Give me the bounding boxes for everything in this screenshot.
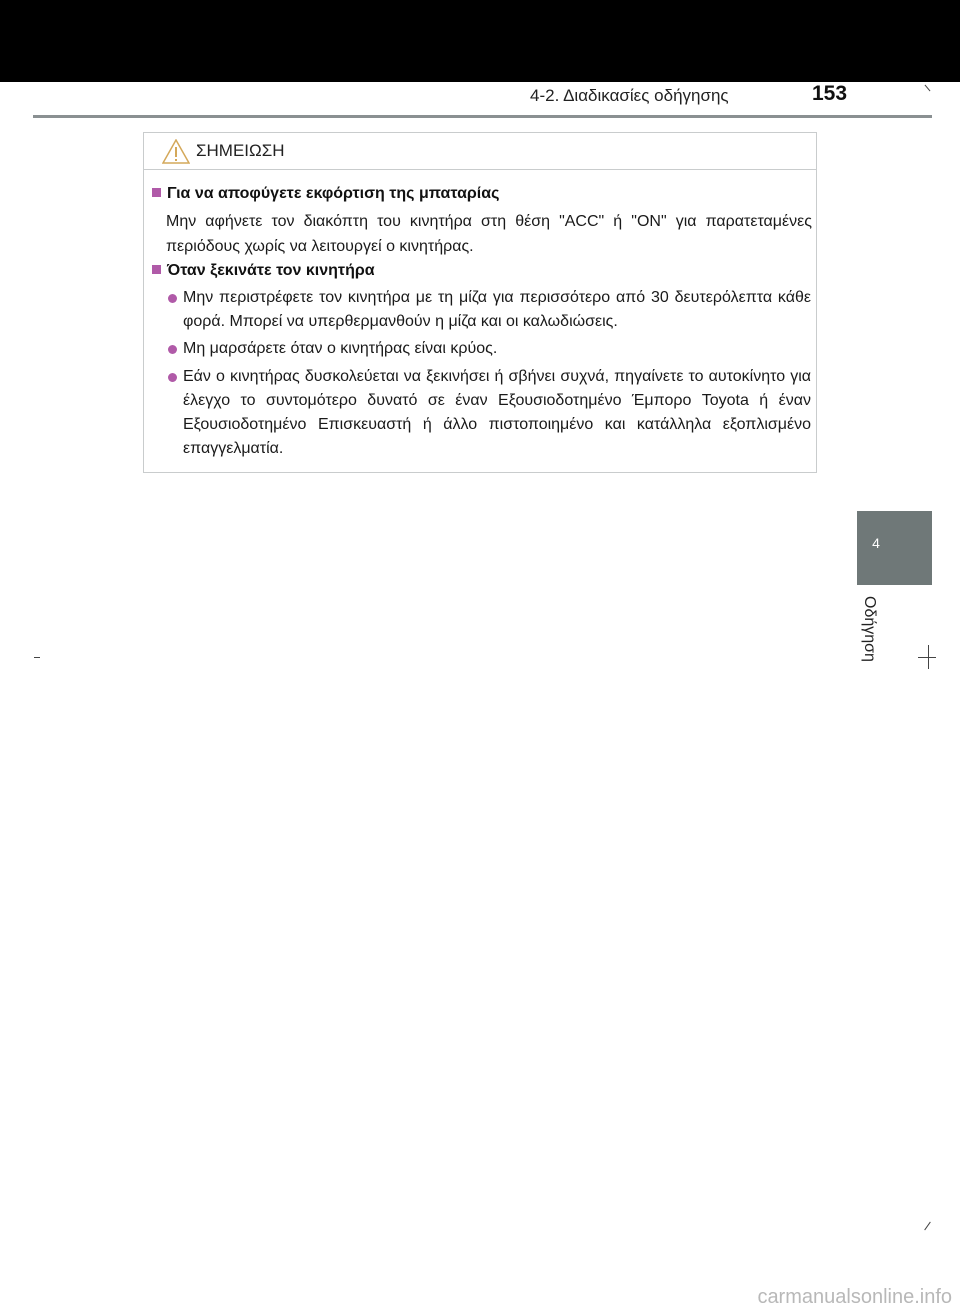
round-bullet-icon — [168, 345, 177, 354]
note-box — [143, 132, 817, 473]
section-heading-engine-start — [152, 262, 375, 280]
chapter-tab — [857, 511, 932, 585]
chapter-label: Οδήγηση — [861, 596, 878, 662]
section-heading-text: Όταν ξεκινάτε τον κινητήρα — [167, 262, 375, 279]
section-title: 4-2. Διαδικασίες οδήγησης — [530, 86, 729, 105]
page-number: 153 — [812, 82, 848, 105]
crop-mark — [924, 1222, 931, 1231]
crop-mark — [928, 645, 929, 669]
chapter-number: 4 — [872, 535, 880, 551]
section-heading-text: Για να αποφύγετε εκφόρτιση της μπαταρίας — [167, 185, 500, 202]
square-bullet-icon — [152, 265, 161, 274]
top-band — [0, 0, 960, 82]
note-title: ΣΗΜΕΙΩΣΗ — [196, 141, 285, 160]
round-bullet-icon — [168, 294, 177, 303]
crop-mark — [34, 657, 40, 658]
bullet-item: Μη μαρσάρετε όταν ο κινητήρας είναι κρύος. — [183, 340, 498, 357]
bullet-item: Εάν ο κινητήρας δυσκολεύεται να ξεκινήσει ή σβήνει συχνά, πηγαίνετε το αυτοκίνητο για έλεγχο το συντομότερο δυνατό σε έναν Εξουσιοδοτημένο Έμπορο Toyota ή έναν Εξουσιοδοτημένο Επισκευαστή ή άλλο πιστοποιημένο και κατάλληλα εξοπλισμένο επαγγελματία. — [183, 368, 811, 457]
crop-mark — [925, 85, 931, 92]
bullet-item: Μην περιστρέφετε τον κινητήρα με τη μίζα για περισσότερο από 30 δευτερόλεπτα κάθε φορά. Μπορεί να υπερθερμανθούν η μίζα και οι καλωδιώσεις. — [183, 289, 811, 330]
section-body-battery: Μην αφήνετε τον διακόπτη του κινητήρα στη θέση "ACC" ή "ON" για παρατεταμένες περιόδους χωρίς να λειτουργεί ο κινητήρας. — [166, 213, 812, 255]
footer-watermark: carmanualsonline.info — [757, 1286, 952, 1308]
crop-mark — [918, 657, 936, 658]
warning-triangle-icon — [162, 139, 190, 164]
round-bullet-icon — [168, 373, 177, 382]
section-heading-battery — [152, 185, 499, 203]
header-divider — [33, 115, 932, 118]
note-header — [144, 133, 816, 170]
square-bullet-icon — [152, 188, 161, 197]
